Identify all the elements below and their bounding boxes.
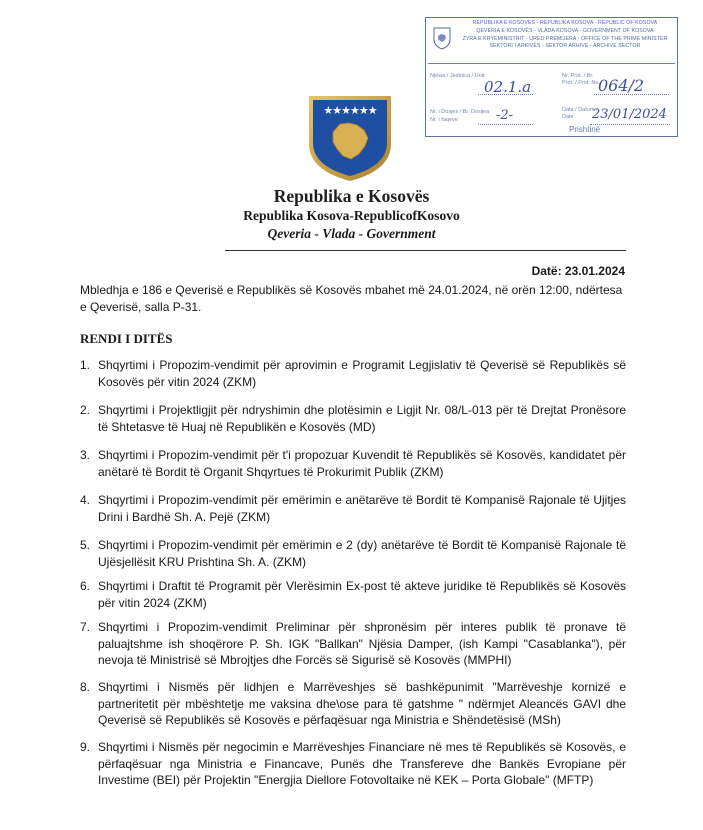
- agenda-item-text: Shqyrtimi i Nismës për negocimin e Marrëveshjes Financiare në mes të Republikës së Kosovës, e përfaqësuar nga Ministria e Financave, Punës dhe Transfereve dhe Bankës Evropiane për Investime (BEI) për Projektin "Energjia Diellore Fotovoltaike në KEK – Porta Globale" (MFTP): [98, 740, 626, 787]
- agenda-item-number: 6.: [80, 579, 91, 593]
- stamp-label-date: Data / Datum / Date: [562, 107, 598, 120]
- agenda-item-text: Shqyrtimi i Projektligjit për ndryshimin dhe plotësimin e Ligjit Nr. 08/L-013 për të Drejtat Pronësore të Shtetasve të Huaj në Republikën e Kosovës (MD): [98, 403, 626, 434]
- stamp-date-value: 23/01/2024: [592, 107, 667, 122]
- agenda-item-text: Shqyrtimi i Propozim-vendimit për t'i propozuar Kuvendit të Republikës së Kosovës, kandidatet për anëtarë të Bordit të Organit Shqyrtues të Prokurimit Publik (ZKM): [98, 448, 626, 479]
- agenda-item-text: Shqyrtimi i Nismës për lidhjen e Marrëveshjes së bashkëpunimit "Marrëveshje kornizë e partneritetit për mbështetje me vaksina dhe\ose para të gatshme " ndërmjet Aleancës GAVI dhe Qeverisë së Republikës së Kosovës e përfaqësuar nga Ministria e Shëndetësisë (MSh): [98, 680, 626, 727]
- stamp-prot-value: 064/2: [598, 76, 645, 95]
- archive-stamp: [425, 17, 678, 137]
- stamp-label-prot: Nr. Prot. / Br. Prot. / Prot. No.: [562, 73, 600, 86]
- agenda-item-number: 7.: [80, 620, 91, 634]
- stamp-header: [456, 20, 674, 51]
- stamp-header-line: SEKTORI I ARKIVËS - SEKTOR ARHIVE - ARCHIVE SECTOR: [489, 43, 641, 50]
- document-subtitle: Republika Kosova-RepublicofKosovo: [243, 208, 460, 223]
- agenda-item-text: Shqyrtimi i Propozim-vendimit për aprovimin e Programit Legjislativ të Qeverisë së Republikës së Kosovës për vitin 2024 (ZKM): [98, 358, 626, 389]
- agenda-item-text: Shqyrtimi i Propozim-vendimit për emërimin e 2 (dy) anëtarëve të Bordit të Kompanisë Rajonale të Ujësjellësit KRU Prishtina Sh. A. (ZKM): [98, 538, 626, 569]
- agenda-item-number: 4.: [80, 493, 91, 507]
- agenda-heading: RENDI I DITËS: [80, 331, 173, 346]
- coat-of-arms-icon: [307, 94, 393, 182]
- stamp-header-line: QEVERIA E KOSOVËS - VLADA KOSOVA - GOVERNMENT OF KOSOVA: [476, 27, 654, 34]
- agenda-item-number: 8.: [80, 680, 91, 694]
- stamp-place: Prishtinë: [569, 125, 601, 134]
- stamp-date-line: [590, 124, 670, 125]
- agenda-item-number: 9.: [80, 740, 91, 754]
- stamp-label-pages: Nr. i faqeve: [430, 117, 458, 123]
- stamp-unit-value: 02.1.a: [484, 78, 532, 96]
- stamp-header-line: REPUBLIKA E KOSOVËS - REPUBLIKA KOSOVA - REPUBLIC OF KOSOVA: [472, 20, 658, 26]
- stamp-label-unit: Njësia / Jedinica / Unit: [430, 73, 485, 79]
- agenda-item-text: Shqyrtimi i Propozim-vendimit për emërimin e anëtarëve të Bordit të Kompanisë Rajonale të Ujitjes Drini i Bardhë Sh. A. Pejë (ZKM): [98, 493, 626, 524]
- stamp-divider: [428, 63, 675, 64]
- agenda-item-number: 5.: [80, 538, 91, 552]
- meeting-intro: Mbledhja e 186 e Qeverisë e Republikës së Kosovës mbahet më 24.01.2024, në orën 12:00, ndërtesa e Qeverisë, salla P-31.: [80, 283, 623, 314]
- stamp-prot-line: [594, 94, 669, 95]
- agenda-item-number: 2.: [80, 403, 91, 417]
- stamp-file-line: [478, 124, 533, 125]
- stamp-file-value: -2-: [496, 108, 514, 123]
- agenda-item-text: Shqyrtimi i Draftit të Programit për Vlerësimin Ex-post të akteve juridike të Republikës së Kosovës për vitin 2024 (ZKM): [98, 579, 626, 610]
- agenda-item-number: 3.: [80, 448, 91, 462]
- document-title: Republika e Kosovës: [273, 186, 430, 206]
- agenda-item-number: 1.: [80, 358, 91, 372]
- stamp-header-line: ZYRA E KRYEMINISTRIT - URED PREMIJERA - OFFICE OF THE PRIME MINISTER: [462, 35, 668, 42]
- document-date: Datë: 23.01.2024: [531, 264, 625, 278]
- stamp-label-file: Nr. i Dosjes / Br. Dosijea: [430, 109, 490, 115]
- agenda-item-text: Shqyrtimi i Propozim-vendimit Preliminar për shpronësim për interes publik të pronave të paluajtshme ish shoqërore P. Sh. IGK "Ballkan" Njësia Damper, (ish Kampi "Casablanka"), për nevoja të Ministrisë së Mbrojtjes dhe Forcës së Sigurisë së Kosovës (MMPHI): [98, 620, 626, 667]
- stamp-unit-line: [478, 94, 533, 95]
- stamp-seal-icon: [432, 26, 452, 50]
- government-line: Qeveria - Vlada - Government: [267, 226, 436, 241]
- header-divider: [225, 250, 626, 251]
- svg-text:★★★★★★: ★★★★★★: [323, 104, 377, 117]
